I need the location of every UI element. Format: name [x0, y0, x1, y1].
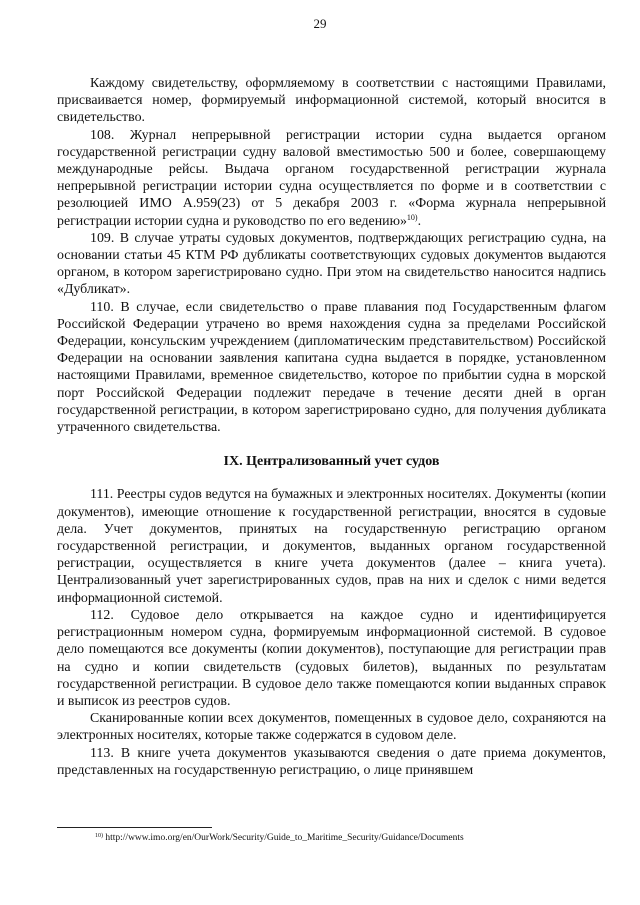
footnote-marker: 10) [95, 833, 103, 839]
footnote [95, 832, 464, 844]
paragraph-112-scan: Сканированные копии всех документов, помещенных в судовое дело, сохраняются на электронных носителях, которые также содержатся в судовом деле. [57, 711, 606, 744]
paragraph-108-end: . [417, 213, 422, 229]
paragraph-108 [57, 127, 606, 230]
footnote-link[interactable]: http://www.imo.org/en/OurWork/Security/Guide_to_Maritime_Security/Guidance/Documents [103, 833, 464, 843]
paragraph-intro: Каждому свидетельству, оформляемому в соответствии с настоящими Правилами, присваивается номер, формируемый информационной системой, который вносится в свидетельство. [57, 76, 606, 126]
section-heading: IX. Централизованный учет судов [223, 454, 440, 470]
paragraph-113: 113. В книге учета документов указываются сведения о дате приема документов, представленных на государственную регистрацию, о лице принявшем [57, 745, 606, 778]
paragraph-108-text: 108. Журнал непрерывной регистрации истории судна выдается органом государственной регистрации судну валовой вместимостью 500 и более, совершающему международные рейсы. Выдача органом государственной регистрации журнала непрерывной регистрации истории судна осуществляется по форме и в соответствии с резолюцией ИМО A.959(23) от 5 декабря 2003 г. «Форма журнала непрерывной регистрации истории судна и руководство по его ведению» [57, 127, 606, 229]
paragraph-111: 111. Реестры судов ведутся на бумажных и электронных носителях. Документы (копии документов), имеющие отношение к государственной регистрации, вносятся в судовые дела. Учет документов, принятых на государственную регистрацию органом государственной регистрации, и документов, выданных органом государственной регистрации, осуществляется в книге учета документов (далее – книга учета). Централизованный учет зарегистрированных судов, прав на них и сделок с ними ведется информационной системой. [57, 487, 606, 606]
document-body [57, 75, 606, 779]
paragraph-110: 110. В случае, если свидетельство о праве плавания под Государственным флагом Российской Федерации утрачено во время нахождения судна за пределами Российской Федерации, консульским учреждением (дипломатическим представительством) Российской Федерации на основании заявления капитана судна выдается в порядке, установленном настоящими Правилами, временное свидетельство, которое по прибытии судна в морской порт Российской Федерации подлежит передаче в течение десяти дней в орган государственной регистрации, в котором зарегистрировано судно, для получения дубликата утраченного свидетельства. [57, 299, 606, 436]
page-number: 29 [313, 16, 327, 31]
paragraph-112: 112. Судовое дело открывается на каждое судно и идентифицируется регистрационным номером судна, формируемым информационной системой. В судовое дело помещаются все документы (копии документов), поступающие для регистрации прав на судно и копии свидетельств (судовых билетов), выданных по результатам государственной регистрации. В судовое дело также помещаются копии выданных справок и выписок из реестров судов. [57, 607, 606, 709]
paragraph-109: 109. В случае утраты судовых документов, подтверждающих регистрацию судна, на основании статьи 45 КТМ РФ дубликаты соответствующих судовых документов выдаются органом, в котором зарегистрировано судно. При этом на свидетельство наносится надпись «Дубликат». [57, 230, 606, 298]
footnote-reference: 10) [406, 212, 418, 222]
footnote-separator [57, 827, 212, 828]
